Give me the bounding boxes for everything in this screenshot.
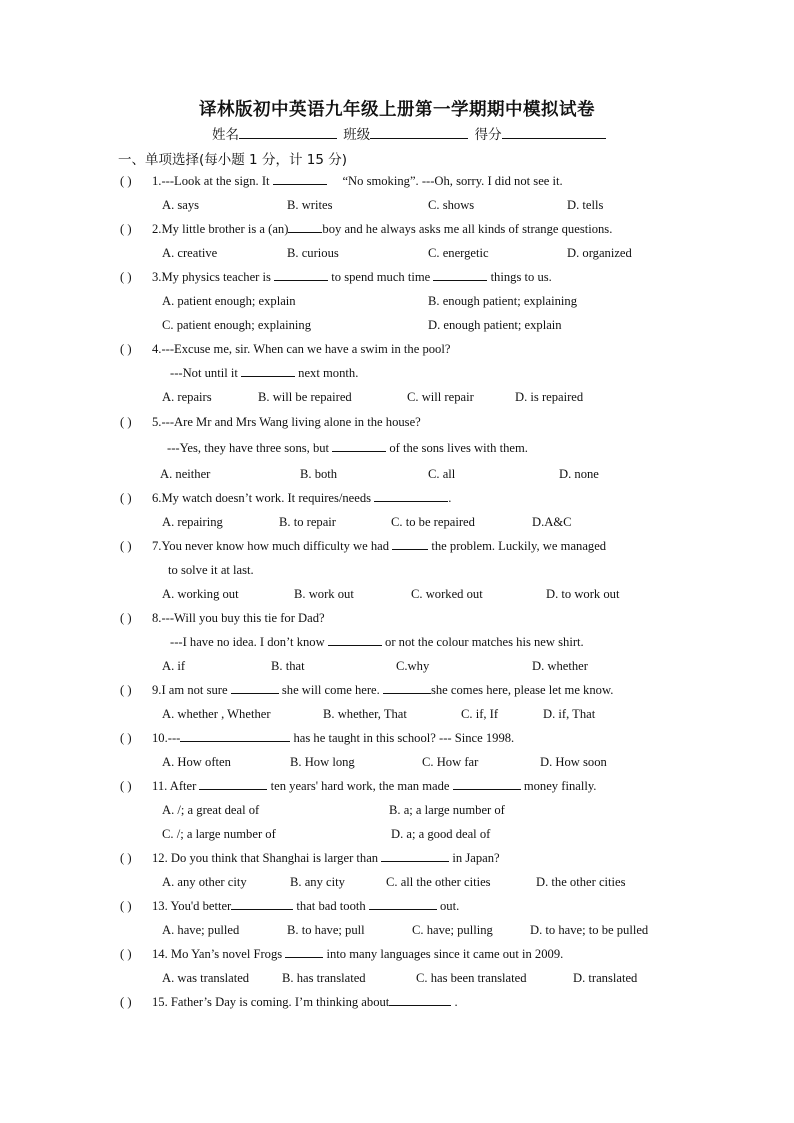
option: A. repairing	[162, 515, 223, 529]
option: C. if, If	[461, 707, 499, 721]
answer-paren[interactable]: ( )	[120, 731, 132, 745]
answer-paren[interactable]: ( )	[120, 611, 132, 625]
blank	[328, 634, 382, 646]
answer-paren[interactable]: ( )	[120, 539, 132, 553]
question-7-cont: to solve it at last.	[168, 563, 254, 577]
blank	[389, 994, 451, 1006]
option: D. the other cities	[536, 875, 626, 889]
answer-paren[interactable]: ( )	[120, 851, 132, 865]
option: C. all	[428, 467, 456, 481]
blank	[369, 898, 437, 910]
option: A. says	[162, 198, 200, 212]
answer-paren[interactable]: ( )	[120, 899, 132, 913]
option: B. any city	[290, 875, 345, 889]
question-5-reply: ---Yes, they have three sons, but of the sons lives with them.	[167, 441, 528, 455]
answer-paren[interactable]: ( )	[120, 174, 132, 188]
option: B. both	[300, 467, 338, 481]
answer-paren[interactable]: ( )	[120, 222, 132, 236]
score-label: 得分	[474, 127, 502, 143]
option: B. whether, That	[323, 707, 407, 721]
name-blank[interactable]	[239, 126, 337, 139]
option: B. enough patient; explaining	[428, 294, 577, 308]
option: A. patient enough; explain	[162, 294, 296, 308]
option: A. have; pulled	[162, 923, 240, 937]
option: B. How long	[290, 755, 355, 769]
option: A. was translated	[162, 971, 250, 985]
option: B. to repair	[279, 515, 337, 529]
option: D. tells	[567, 198, 604, 212]
score-blank[interactable]	[502, 126, 606, 139]
section-heading: 一、单项选择(每小题 1 分，计 15 分)	[118, 152, 347, 168]
option: A. /; a great deal of	[162, 803, 260, 817]
answer-paren[interactable]: ( )	[120, 683, 132, 697]
option: A. neither	[160, 467, 211, 481]
exam-title: 译林版初中英语九年级上册第一学期期中模拟试卷	[199, 100, 595, 120]
blank	[453, 778, 521, 790]
blank	[180, 730, 290, 742]
exam-page: 译林版初中英语九年级上册第一学期期中模拟试卷 姓名 班级 得分 一、单项选择(每小题 1 分，计 15 分) ( ) 1.---Look at the sign. It “No smoking”. ---Oh, sorry. I did not see it. A. says B. writes C. shows D. tells ( ) 2.My little brother is a (an) boy and he always asks me all kinds of strange questions. A. creative B. curious C. energetic D. organized ( ) 3.My physics teacher is to spend much time things to us. A. patient enough; explain B. enough patient; explaining C. patient enough; explaining D. enough patient; explain ( ) 4.---Excuse me, sir. When can we have a swim in the pool? ---Not until it next month. A. repairs B. will be repaired C. will repair D. is repaired ( ) 5.---Are Mr and Mrs Wang living alone in the house? ---Yes, they have three sons, but of the sons lives with them. A. neither B. both C. all D. none ( ) 6.My watch doesn’t work. It requires/needs . A. repairing B. to repair C. to be repaired D.A&C ( ) 7.You never know how much difficulty we had the problem. Luckily, we managed to solve it at last. A. working out B. work out C. worked out D. to work out ( ) 8.---Will you buy this tie for Dad? ---I have no idea. I don’t know or not the colour matches his new shirt. A. if B. that C.why D. whether ( ) 9.I am not sure she will come here. she comes here, please let me know. A. whether , Whether B. whether, That C. if, If D. if, That ( ) 10.--- has he taught in this school? --- Since 1998. A. How often B. How long C. How far D. How soon ( ) 11. After ten years' hard work, the man made money finally. A. /; a great deal of B. a; a large number of C. /; a large number of D. a; a good deal of ( ) 12. Do you think that Shanghai is larger than in Japan? A. any other city B. any city C. all the other cities D. the other cities ( ) 13. You'd better that bad tooth out. A. have; pulled B. to have; pull C. have; pulling D. to have; to be pulled ( ) 14. Mo Yan’s novel Frogs into many languages since it came out in 2009. A. was translated B. has translated C. has been translated D. translated ( ) 15. Father’s Day is coming. I’m thinking about .	[0, 0, 794, 1123]
class-label: 班级	[343, 127, 371, 143]
option: C. /; a large number of	[162, 827, 276, 841]
blank	[274, 269, 328, 281]
option: C. will repair	[407, 390, 474, 404]
option: C. shows	[428, 198, 475, 212]
option: D. none	[559, 467, 599, 481]
blank	[199, 778, 267, 790]
option: A. whether , Whether	[162, 707, 271, 721]
answer-paren[interactable]: ( )	[120, 415, 132, 429]
name-label: 姓名	[212, 127, 239, 143]
question-4-reply: ---Not until it next month.	[170, 366, 359, 380]
option: D. How soon	[540, 755, 607, 769]
blank	[231, 682, 279, 694]
answer-paren[interactable]: ( )	[120, 342, 132, 356]
blank	[433, 269, 487, 281]
option: B. writes	[287, 198, 333, 212]
option: C. patient enough; explaining	[162, 318, 311, 332]
blank	[332, 440, 386, 452]
blank	[285, 946, 323, 958]
option: D.A&C	[532, 515, 572, 529]
answer-paren[interactable]: ( )	[120, 947, 132, 961]
option: D. enough patient; explain	[428, 318, 562, 332]
option: B. curious	[287, 246, 339, 260]
option: C. worked out	[411, 587, 483, 601]
blank	[374, 490, 448, 502]
question-8-reply: ---I have no idea. I don’t know or not the colour matches his new shirt.	[170, 635, 584, 649]
option: D. a; a good deal of	[391, 827, 491, 841]
option: C. to be repaired	[391, 515, 475, 529]
blank	[288, 221, 322, 233]
option: D. organized	[567, 246, 632, 260]
option: D. is repaired	[515, 390, 584, 404]
option: A. working out	[162, 587, 239, 601]
blank	[383, 682, 431, 694]
class-blank[interactable]	[370, 126, 468, 139]
blank	[392, 538, 428, 550]
option: B. to have; pull	[287, 923, 365, 937]
option: A. any other city	[162, 875, 247, 889]
option: C. How far	[422, 755, 479, 769]
option: D. if, That	[543, 707, 596, 721]
blank	[231, 898, 293, 910]
blank	[381, 850, 449, 862]
option: C. energetic	[428, 246, 489, 260]
option: B. will be repaired	[258, 390, 352, 404]
blank	[273, 173, 327, 185]
option: C.why	[396, 659, 430, 673]
option: C. all the other cities	[386, 875, 491, 889]
option: D. to have; to be pulled	[530, 923, 649, 937]
answer-paren[interactable]: ( )	[120, 995, 132, 1009]
option: A. creative	[162, 246, 218, 260]
option: B. has translated	[282, 971, 366, 985]
answer-paren[interactable]: ( )	[120, 779, 132, 793]
option: A. How often	[162, 755, 231, 769]
option: B. that	[271, 659, 305, 673]
blank	[241, 365, 295, 377]
option: C. has been translated	[416, 971, 527, 985]
option: B. work out	[294, 587, 354, 601]
option: A. if	[162, 659, 186, 673]
option: D. whether	[532, 659, 588, 673]
option: C. have; pulling	[412, 923, 493, 937]
option: A. repairs	[162, 390, 212, 404]
option: D. translated	[573, 971, 638, 985]
answer-paren[interactable]: ( )	[120, 270, 132, 284]
option: B. a; a large number of	[389, 803, 505, 817]
student-info-line	[212, 123, 608, 143]
option: D. to work out	[546, 587, 620, 601]
answer-paren[interactable]: ( )	[120, 491, 132, 505]
